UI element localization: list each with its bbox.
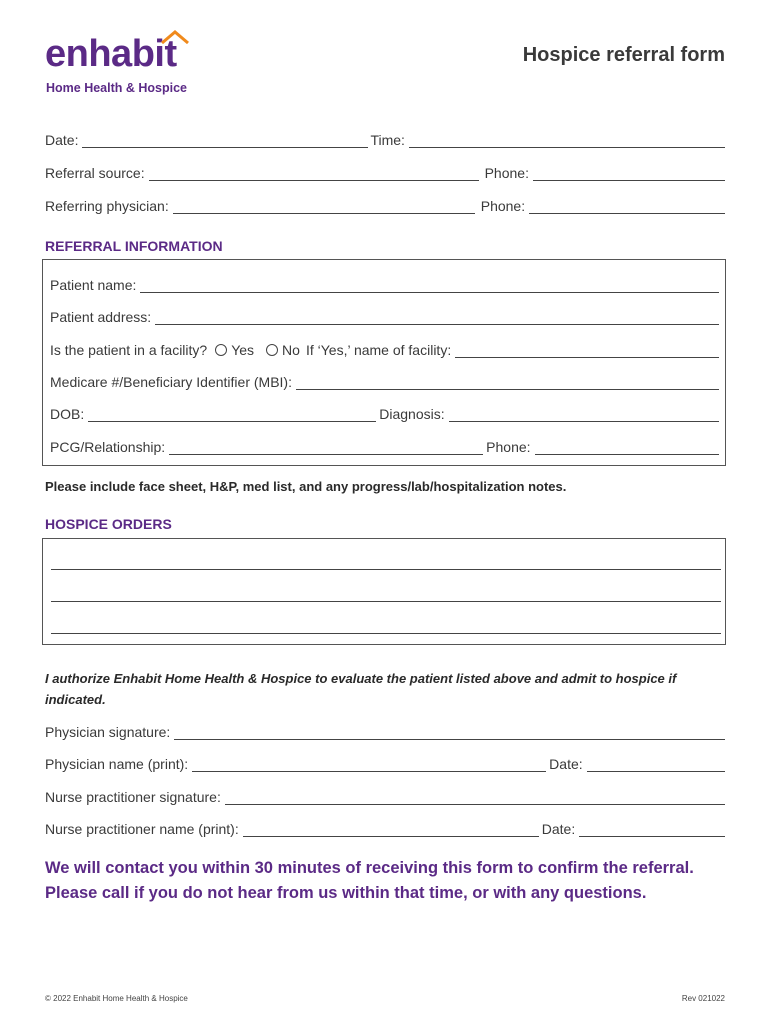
- facility-row: [50, 342, 719, 358]
- facility-question-label: Is the patient in a facility?: [50, 342, 208, 358]
- physician-phone-field[interactable]: [529, 199, 725, 214]
- referral-source-row: [45, 165, 725, 181]
- facility-no-radio[interactable]: [266, 344, 278, 356]
- medicare-row: [50, 374, 719, 390]
- np-date-field[interactable]: [579, 822, 725, 837]
- phone-label: Phone:: [484, 165, 529, 181]
- facility-yes-radio[interactable]: [215, 344, 227, 356]
- dob-field[interactable]: [88, 407, 376, 422]
- medicare-field[interactable]: [296, 375, 719, 390]
- include-note: Please include face sheet, H&P, med list, and any progress/lab/hospitalization notes.: [45, 479, 567, 494]
- referring-physician-field[interactable]: [173, 199, 475, 214]
- hospice-orders-box[interactable]: [42, 538, 726, 645]
- patient-name-row: [50, 277, 719, 293]
- referring-physician-label: Referring physician:: [45, 198, 169, 214]
- physician-signature-label: Physician signature:: [45, 724, 171, 740]
- referral-info-heading: REFERRAL INFORMATION: [45, 238, 223, 254]
- np-signature-field[interactable]: [225, 790, 725, 805]
- referral-source-field[interactable]: [149, 166, 479, 181]
- patient-name-label: Patient name:: [50, 277, 137, 293]
- np-signature-label: Nurse practitioner signature:: [45, 789, 221, 805]
- logo-wordmark: enhabit: [45, 33, 177, 75]
- time-label: Time:: [370, 132, 405, 148]
- physician-date-label: Date:: [549, 756, 583, 772]
- referral-source-label: Referral source:: [45, 165, 145, 181]
- pcg-field[interactable]: [169, 440, 483, 455]
- page-title: Hospice referral form: [522, 44, 725, 66]
- facility-yes-label: Yes: [231, 342, 255, 358]
- logo-roof-icon: [160, 30, 190, 44]
- referral-phone-field[interactable]: [533, 166, 725, 181]
- time-field[interactable]: [409, 133, 725, 148]
- physician-signature-field[interactable]: [174, 725, 725, 740]
- date-label: Date:: [45, 132, 79, 148]
- np-name-field[interactable]: [243, 822, 539, 837]
- patient-address-field[interactable]: [155, 310, 719, 325]
- pcg-phone-field[interactable]: [535, 440, 719, 455]
- np-date-label: Date:: [541, 821, 576, 837]
- facility-name-field[interactable]: [455, 343, 719, 358]
- hospice-orders-heading: HOSPICE ORDERS: [45, 516, 172, 532]
- logo-tagline: Home Health & Hospice: [46, 81, 188, 95]
- diagnosis-label: Diagnosis:: [379, 406, 445, 422]
- physician-date-field[interactable]: [587, 757, 725, 772]
- physician-signature-row: [45, 724, 725, 740]
- physician-name-row: [45, 756, 725, 772]
- contact-message: We will contact you within 30 minutes of receiving this form to confirm the referral. Please call if you do not hear from us within that time, or with any questions.: [45, 859, 694, 902]
- footer-copyright: © 2022 Enhabit Home Health & Hospice: [45, 994, 188, 1003]
- authorization-statement: I authorize Enhabit Home Health & Hospice to evaluate the patient listed above and admit to hospice if indicated.: [45, 671, 677, 707]
- pcg-label: PCG/Relationship:: [50, 439, 166, 455]
- facility-no-label: No: [282, 342, 300, 358]
- date-time-row: [45, 132, 725, 148]
- np-name-label: Nurse practitioner name (print):: [45, 821, 239, 837]
- orders-line: [51, 569, 721, 570]
- np-signature-row: [45, 789, 725, 805]
- pcg-phone-label: Phone:: [486, 439, 531, 455]
- footer-revision: Rev 021022: [681, 994, 725, 1003]
- orders-line: [51, 601, 721, 602]
- medicare-label: Medicare #/Beneficiary Identifier (MBI):: [50, 374, 292, 390]
- facility-name-label: If ‘Yes,’ name of facility:: [305, 342, 452, 358]
- dob-label: DOB:: [50, 406, 85, 422]
- pcg-row: [50, 439, 719, 455]
- physician-name-field[interactable]: [192, 757, 546, 772]
- patient-address-label: Patient address:: [50, 309, 152, 325]
- diagnosis-field[interactable]: [449, 407, 719, 422]
- physician-name-label: Physician name (print):: [45, 756, 189, 772]
- date-field[interactable]: [82, 133, 368, 148]
- np-name-row: [45, 821, 725, 837]
- phone-label: Phone:: [480, 198, 526, 214]
- patient-name-field[interactable]: [140, 278, 719, 293]
- patient-address-row: [50, 309, 719, 325]
- dob-diagnosis-row: [50, 406, 719, 422]
- orders-line: [51, 633, 721, 634]
- referring-physician-row: [45, 198, 725, 214]
